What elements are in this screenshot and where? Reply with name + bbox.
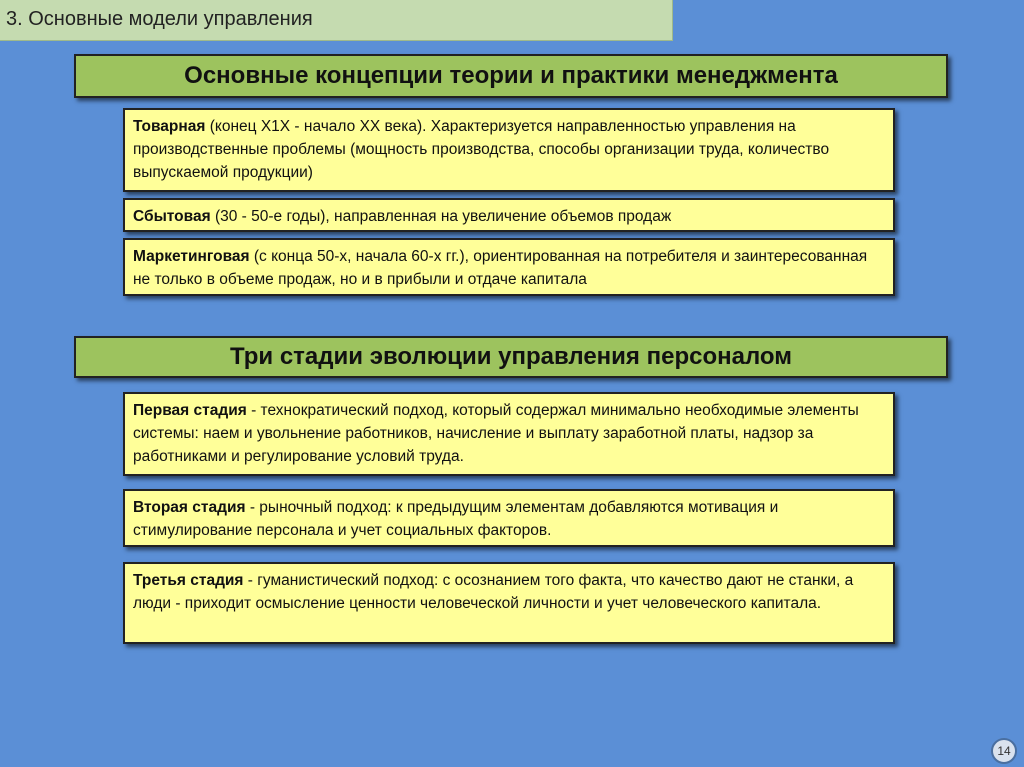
concept-card-sales — [123, 198, 895, 232]
concept-lead: Товарная — [133, 118, 206, 135]
concept-card-product — [123, 108, 895, 192]
stage-card-first — [123, 392, 895, 476]
stage-text: - технократический подход, который содержал минимально необходимые элементы системы: наем и увольнение работников, начисление и выплату заработной платы, надзор за работниками и регулирование условий труда. — [133, 402, 859, 465]
slide-title-bar — [0, 0, 673, 41]
stage-text: - рыночный подход: к предыдущим элементам добавляются мотивация и стимулирование персонала и учет социальных факторов. — [133, 499, 779, 539]
stage-lead: Вторая стадия — [133, 499, 246, 516]
stage-text: - гуманистический подход: с осознанием того факта, что качество дают не станки, а люди - приходит осмысление ценности человеческой личности и учет человеческого капитала. — [133, 572, 854, 612]
concept-text: (с конца 50-х, начала 60-х гг.), ориентированная на потребителя и заинтересованная не только в объеме продаж, но и в прибыли и отдаче капитала — [133, 248, 868, 288]
slide-title: 3. Основные модели управления — [6, 8, 313, 30]
stage-card-second — [123, 489, 895, 547]
concept-card-marketing — [123, 238, 895, 296]
concept-text: (30 - 50-е годы), направленная на увеличение объемов продаж — [210, 208, 672, 225]
concept-text: (конец X1X - начало XX века). Характеризуется направленностью управления на производственные проблемы (мощность производства, способы организации труда, количество выпускаемой продукции) — [133, 118, 830, 181]
concept-lead: Сбытовая — [133, 208, 211, 225]
page-number-badge: 14 — [991, 738, 1017, 764]
stage-card-third — [123, 562, 895, 644]
section-heading-concepts: Основные концепции теории и практики менеджмента — [74, 54, 948, 98]
stage-lead: Первая стадия — [133, 402, 247, 419]
concept-lead: Маркетинговая — [133, 248, 250, 265]
stage-lead: Третья стадия — [133, 572, 244, 589]
section-heading-stages: Три стадии эволюции управления персоналом — [74, 336, 948, 378]
